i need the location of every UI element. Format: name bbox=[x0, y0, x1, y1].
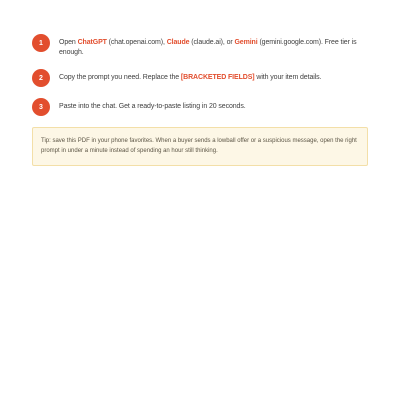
step-1-text-part: Open bbox=[59, 39, 78, 46]
step-number-badge: 3 bbox=[32, 98, 50, 116]
step-1-text bbox=[59, 34, 368, 58]
step-number-badge: 2 bbox=[32, 69, 50, 87]
step-1-text-part: (gemini.google.com). Free tier is enough. bbox=[59, 39, 357, 56]
step-1-text-part: (chat.openai.com), bbox=[106, 39, 167, 46]
gemini-link[interactable]: Gemini bbox=[234, 39, 258, 46]
step-2-text-part: with your item details. bbox=[254, 74, 322, 81]
bracketed-fields-highlight: [BRACKETED FIELDS] bbox=[180, 74, 255, 81]
claude-link[interactable]: Claude bbox=[166, 39, 190, 46]
tip-text: Tip: save this PDF in your phone favorites. When a buyer sends a lowball offer or a suspicious message, open the right prompt in under a minute instead of spending an hour still thinking. bbox=[41, 138, 357, 154]
step-2-text bbox=[59, 69, 321, 83]
step-3 bbox=[32, 98, 368, 116]
step-3-text bbox=[59, 98, 246, 112]
step-number-badge: 1 bbox=[32, 34, 50, 52]
step-3-text-part: Paste into the chat. Get a ready-to-paste listing in 20 seconds. bbox=[59, 103, 246, 110]
chatgpt-link[interactable]: ChatGPT bbox=[77, 39, 107, 46]
step-2 bbox=[32, 69, 368, 87]
step-2-text-part: Copy the prompt you need. Replace the bbox=[59, 74, 181, 81]
tip-box bbox=[32, 127, 368, 166]
step-1 bbox=[32, 34, 368, 58]
step-1-text-part: (claude.ai), or bbox=[189, 39, 235, 46]
